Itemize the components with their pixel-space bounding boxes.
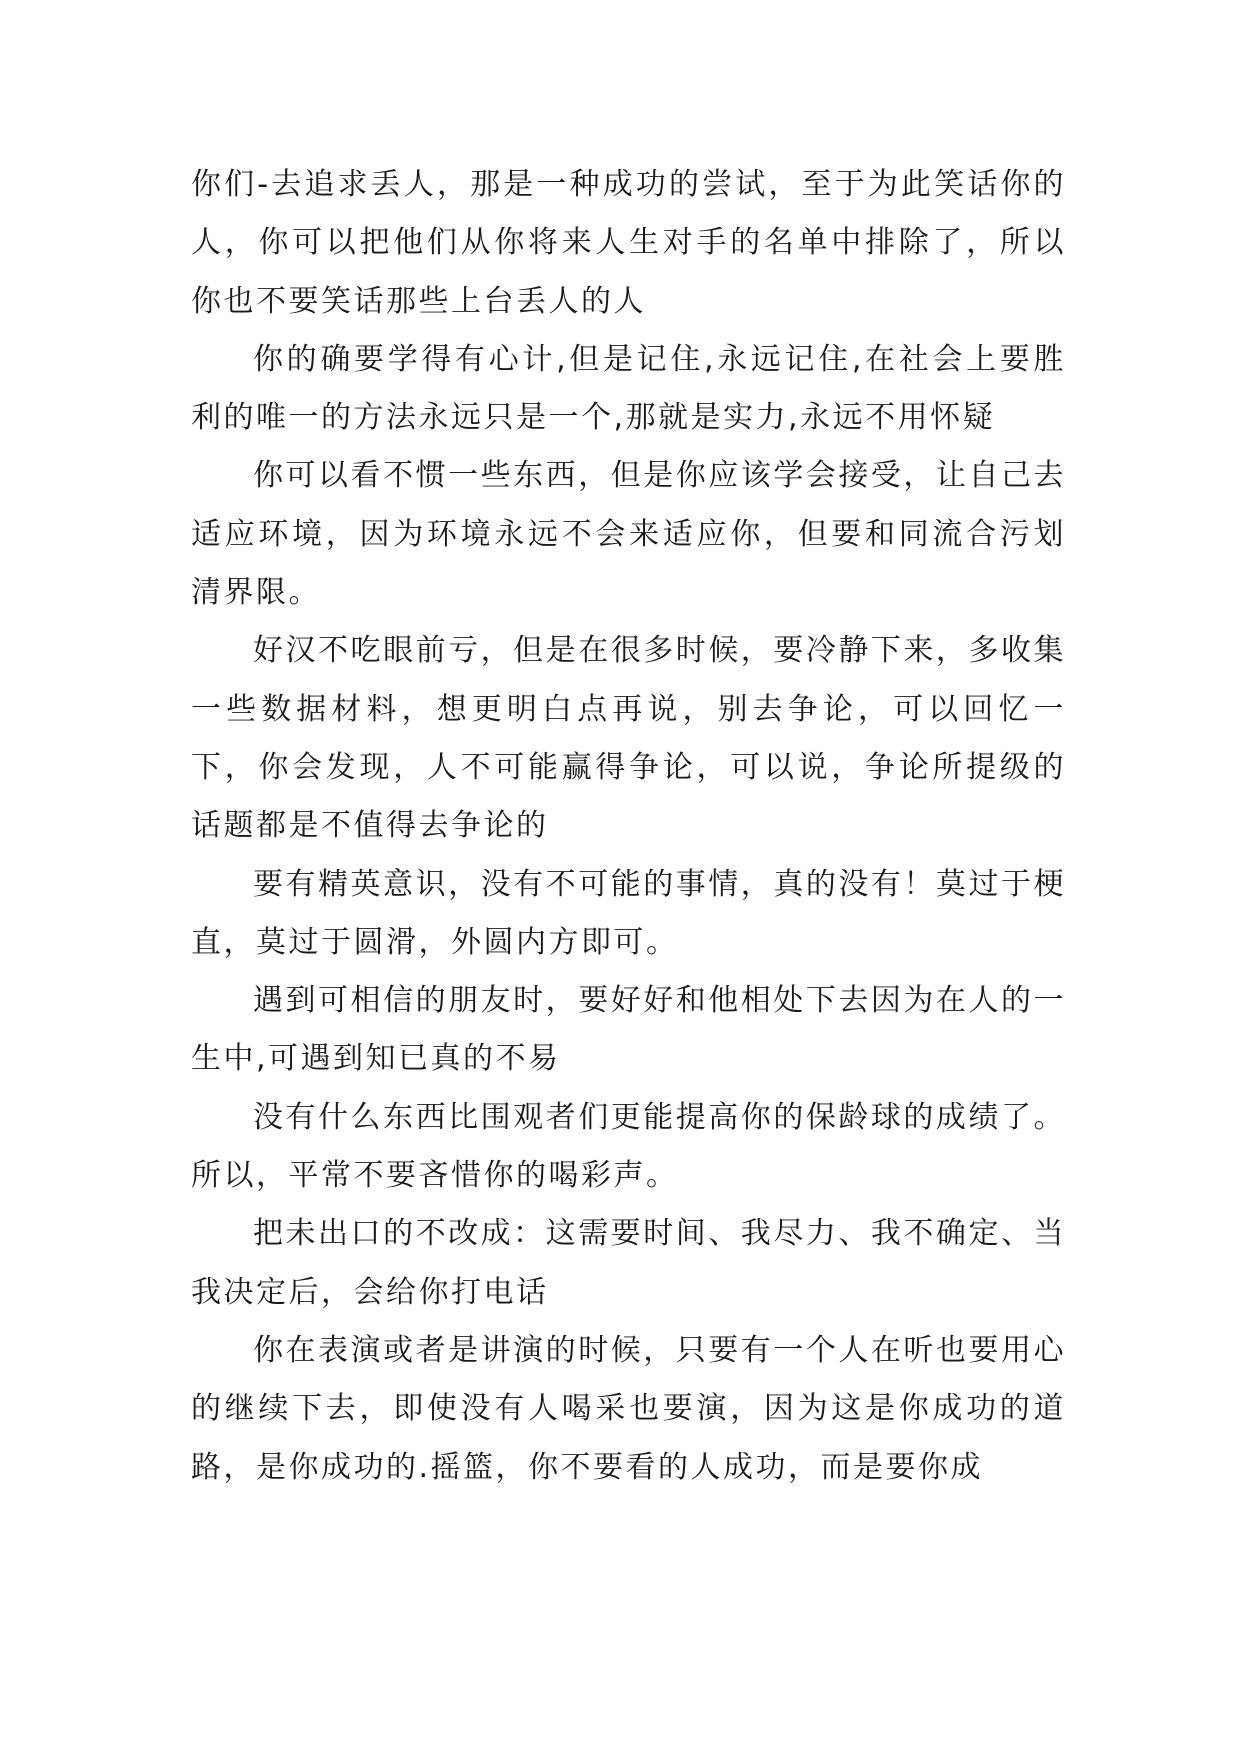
- paragraph-9: 你在表演或者是讲演的时候，只要有一个人在听也要用心的继续下去，即使没有人喝采也要演，因为这是你成功的道路，是你成功的.摇篮，你不要看的人成功，而是要你成: [191, 1332, 1066, 1485]
- paragraph-8: 把未出口的不改成：这需要时间、我尽力、我不确定、当我决定后，会给你打电话: [191, 1216, 1066, 1310]
- paragraph-4: 好汉不吃眼前亏，但是在很多时候，要冷静下来，多收集一些数据材料，想更明白点再说，别去争论，可以回忆一下，你会发现，人不可能赢得争论，可以说，争论所提级的话题都是不值得去争论的: [191, 633, 1066, 844]
- document-body: [191, 156, 1066, 1497]
- paragraph-1: 你们-去追求丢人，那是一种成功的尝试，至于为此笑话你的人，你可以把他们从你将来人生对手的名单中排除了，所以你也不要笑话那些上台丢人的人: [191, 167, 1066, 319]
- paragraph-5: 要有精英意识，没有不可能的事情，真的没有！莫过于梗直，莫过于圆滑，外圆内方即可。: [191, 866, 1066, 960]
- paragraph-6: 遇到可相信的朋友时，要好好和他相处下去因为在人的一生中,可遇到知已真的不易: [191, 983, 1066, 1077]
- paragraph-2: 你的确要学得有心计,但是记住,永远记住,在社会上要胜利的唯一的方法永远只是一个,那就是实力,永远不用怀疑: [191, 341, 1066, 436]
- paragraph-3: 你可以看不惯一些东西，但是你应该学会接受，让自己去适应环境，因为环境永远不会来适应你，但要和同流合污划清界限。: [191, 458, 1066, 611]
- paragraph-7: 没有什么东西比围观者们更能提高你的保龄球的成绩了。所以，平常不要吝惜你的喝彩声。: [191, 1099, 1066, 1194]
